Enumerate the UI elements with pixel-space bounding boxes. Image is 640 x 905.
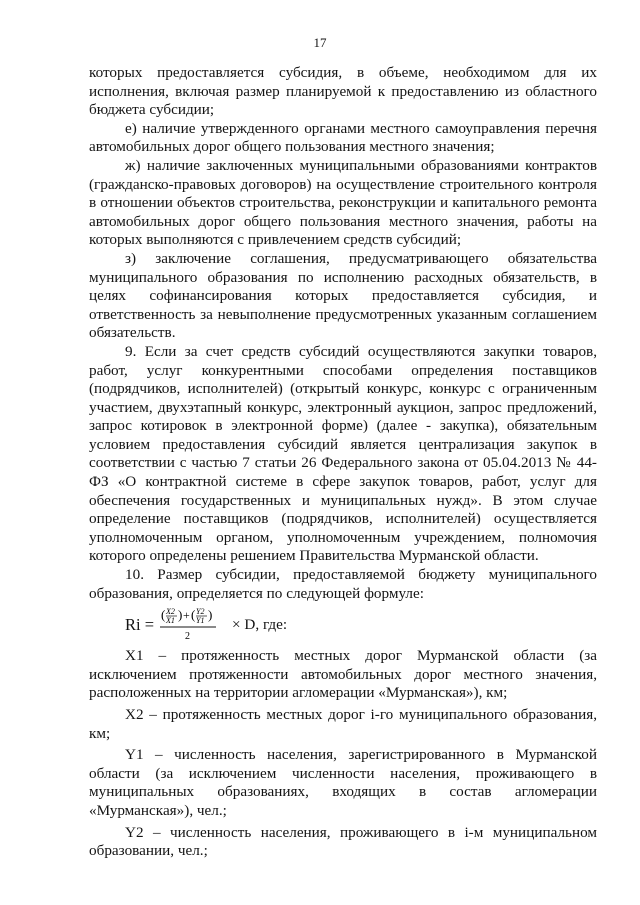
- formula-tail: × D, где:: [232, 615, 288, 633]
- definition-x1: X1 – протяженность местных дорог Мурманской области (за исключением протяженности автомобильных дорог местного значения, расположенных на территории агломерации «Мурманская»), км;: [89, 647, 597, 702]
- formula-x1: X1: [166, 616, 175, 626]
- paragraph-section-9: 9. Если за счет средств субсидий осуществляются закупки товаров, работ, услуг конкурентными способами определения поставщиков (подрядчиков, исполнителей) (открытый конкурс, конкурс с ограниченным участием, двухэтапный конкурс, электронный аукцион, запрос предложений, запрос котировок в электронной форме) (далее - закупка), обязательным условием предоставления субсидий является централизация закупок в соответствии с частью 7 статьи 26 Федерального закона от 05.04.2013 № 44-ФЗ «О контрактной системе в сфере закупок товаров, работ, услуг для обеспечения государственных и муниципальных нужд». В этом случае определение поставщиков (подрядчиков, исполнителей) осуществляется уполномоченным органом, уполномоченным учреждением, полномочия которого определены решением Правительства Мурманской области.: [89, 342, 597, 565]
- paragraph-item-e: е) наличие утвержденного органами местного самоуправления перечня автомобильных дорог общего пользования местного значения;: [89, 119, 597, 156]
- paragraph-item-z: з) заключение соглашения, предусматривающего обязательства муниципального образования по исполнению расходных обязательств, в целях софинансирования которых предоставляется субсидия, и ответственность за невыполнение предусмотренных указанным соглашением обязательств.: [89, 249, 597, 342]
- document-body: [89, 64, 597, 861]
- paragraph-continuation: которых предоставляется субсидия, в объеме, необходимом для их исполнения, включая размер планируемой к предоставлению из областного бюджета субсидии;: [89, 64, 597, 119]
- formula-lhs: Ri =: [125, 614, 155, 634]
- subsidy-formula: [125, 605, 597, 645]
- formula-y1: Y1: [196, 616, 205, 626]
- formula-plus: +: [183, 608, 190, 623]
- formula-x2: X2: [166, 607, 175, 617]
- definition-x2: X2 – протяженность местных дорог i-го муниципального образования, км;: [89, 706, 597, 742]
- paragraph-section-10: 10. Размер субсидии, предоставляемой бюджету муниципального образования, определяется по следующей формуле:: [89, 566, 597, 602]
- formula-denominator: 2: [185, 631, 191, 643]
- formula-paren-close-b: ): [208, 607, 213, 623]
- page-number: 17: [313, 35, 327, 50]
- definition-y2: Y2 – численность населения, проживающего в i-м муниципальном образовании, чел.;: [89, 823, 597, 860]
- formula-y2: Y2: [196, 607, 205, 617]
- formula-fraction: [158, 605, 228, 645]
- formula-paren-open-a: (: [161, 607, 166, 623]
- formula-paren-open-b: (: [191, 607, 196, 623]
- paragraph-item-zh: ж) наличие заключенных муниципальными образованиями контрактов (гражданско-правовых договоров) на осуществление строительного контроля в отношении объектов строительства, реконструкции и капитального ремонта автомобильных дорог общего пользования местного значения, работы на которых выполняются с привлечением средств субсидий;: [89, 156, 597, 249]
- definition-y1: Y1 – численность населения, зарегистрированного в Мурманской области (за исключением численности населения, проживающего в муниципальных образованиях, входящих в состав агломерации «Мурманская»), чел.;: [89, 746, 597, 819]
- formula-paren-close-a: ): [178, 607, 183, 623]
